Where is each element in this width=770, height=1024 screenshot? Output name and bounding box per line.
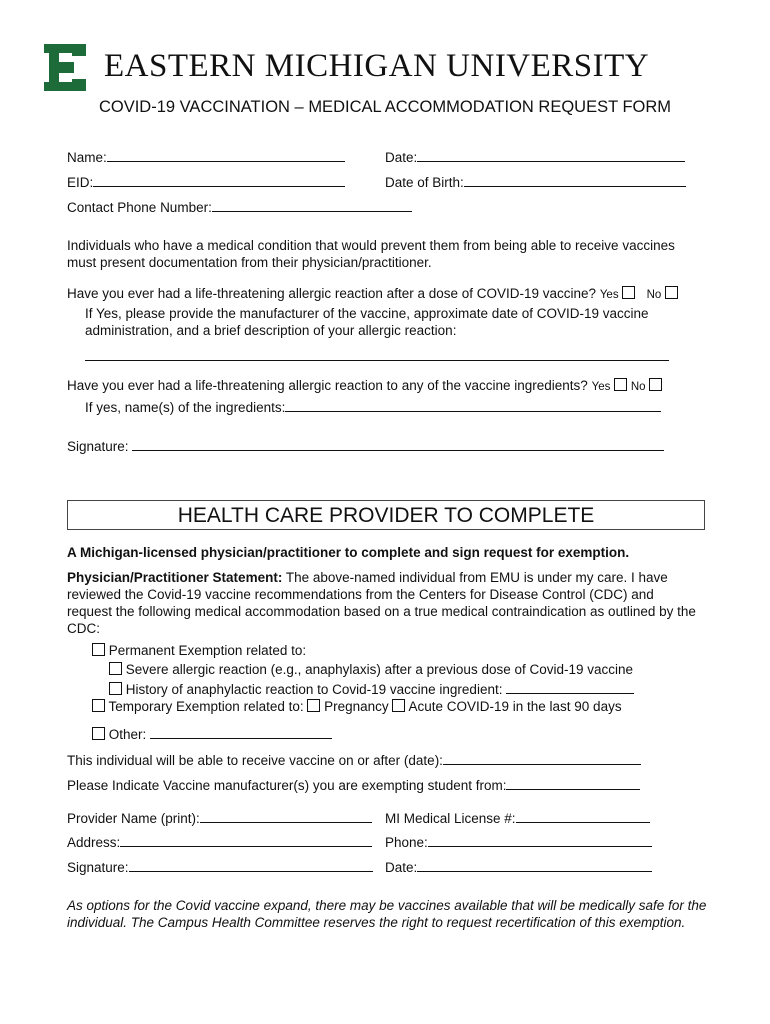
severe-checkbox[interactable] [109,662,122,675]
history-label: History of anaphylactic reaction to Covid-19 vaccine ingredient: [125,682,503,697]
permanent-checkbox[interactable] [92,643,105,656]
signature-line[interactable] [132,437,664,451]
license-label: MI Medical License #: [385,811,516,826]
provider-signature-field[interactable] [67,858,373,875]
history-checkbox[interactable] [109,682,122,695]
manufacturer-field[interactable] [67,776,640,793]
manufacturer-line[interactable] [506,776,640,790]
provider-name-line[interactable] [200,809,372,823]
temporary-label: Temporary Exemption related to: [108,699,304,714]
receive-date-label: This individual will be able to receive vaccine on or after (date): [67,753,443,768]
signature-label: Signature: [67,439,129,454]
q2-yes-label: Yes [591,381,611,393]
provider-phone-line[interactable] [428,833,652,847]
receive-date-field[interactable] [67,751,641,768]
pregnancy-checkbox[interactable] [307,699,320,712]
address-line[interactable] [120,833,372,847]
severe-option[interactable] [109,662,633,677]
statement-label: Physician/Practitioner Statement: [67,570,283,585]
permanent-label: Permanent Exemption related to: [108,643,307,658]
provider-signature-label: Signature: [67,860,129,875]
q1-answer-line[interactable] [85,347,669,361]
q1-no-label: No [646,289,662,301]
address-field[interactable] [67,833,372,850]
date-line[interactable] [417,148,685,162]
q2-followup: If yes, name(s) of the ingredients: [85,400,286,415]
q1-followup: If Yes, please provide the manufacturer of the vaccine, approximate date of COVID-19 vaccine administration, and a brief description of your allergic reaction: [85,306,649,338]
phone-line[interactable] [212,198,412,212]
intro-text: Individuals who have a medical condition that would prevent them from being able to receive vaccines must present documentation from their physician/practitioner. [67,238,675,270]
physician-statement [67,569,697,637]
other-label: Other: [108,727,147,742]
q1-row [67,286,678,301]
dob-label: Date of Birth: [385,175,464,190]
provider-signature-line[interactable] [129,858,373,872]
acute-checkbox[interactable] [392,699,405,712]
temporary-checkbox[interactable] [92,699,105,712]
phone-label: Contact Phone Number: [67,200,212,215]
q2-no-checkbox[interactable] [649,378,662,391]
licensed-note: A Michigan-licensed physician/practitioner to complete and sign request for exemption. [67,545,630,560]
receive-date-line[interactable] [443,751,641,765]
form-title: COVID-19 VACCINATION – MEDICAL ACCOMMODATION REQUEST FORM [98,98,672,116]
provider-date-label: Date: [385,860,418,875]
date-field[interactable] [385,148,685,165]
eid-field[interactable] [67,173,345,190]
eid-line[interactable] [93,173,345,187]
q1-question: Have you ever had a life-threatening allergic reaction after a dose of COVID-19 vaccine? [67,286,597,301]
name-line[interactable] [107,148,345,162]
history-option[interactable] [109,680,634,697]
university-name: EASTERN MICHIGAN UNIVERSITY [104,48,650,84]
name-label: Name: [67,150,107,165]
signature-field[interactable] [67,437,664,454]
manufacturer-label: Please Indicate Vaccine manufacturer(s) you are exempting student from: [67,778,507,793]
other-checkbox[interactable] [92,727,105,740]
provider-phone-field[interactable] [385,833,652,850]
provider-banner: HEALTH CARE PROVIDER TO COMPLETE [67,500,705,530]
provider-name-label: Provider Name (print): [67,811,200,826]
other-line[interactable] [150,725,332,739]
license-line[interactable] [516,809,650,823]
pregnancy-label: Pregnancy [324,699,389,714]
q2-followup-field[interactable] [85,398,661,415]
q2-no-label: No [630,381,646,393]
q2-yes-checkbox[interactable] [614,378,627,391]
q1-yes-label: Yes [599,289,619,301]
address-label: Address: [67,835,121,850]
dob-line[interactable] [464,173,686,187]
provider-name-field[interactable] [67,809,372,826]
footer-note: As options for the Covid vaccine expand, there may be vaccines available that will be medically safe for the individual. The Campus Health Committee reserves the right to request recertification of this exemption. [67,898,707,930]
name-field[interactable] [67,148,345,165]
q1-no-checkbox[interactable] [665,286,678,299]
provider-phone-label: Phone: [385,835,428,850]
severe-label: Severe allergic reaction (e.g., anaphylaxis) after a previous dose of Covid-19 vaccine [125,662,634,677]
q2-question: Have you ever had a life-threatening allergic reaction to any of the vaccine ingredients? [67,378,588,393]
provider-date-field[interactable] [385,858,652,875]
emu-e-logo-icon [44,44,86,91]
other-option[interactable] [92,725,332,742]
history-ingredient-line[interactable] [506,680,634,694]
permanent-option[interactable] [92,643,306,658]
temporary-option[interactable] [92,699,622,714]
q1-yes-checkbox[interactable] [622,286,635,299]
acute-label: Acute COVID-19 in the last 90 days [408,699,622,714]
q2-ingredients-line[interactable] [285,398,661,412]
eid-label: EID: [67,175,94,190]
phone-field[interactable] [67,198,412,215]
q2-row [67,378,662,393]
provider-date-line[interactable] [417,858,652,872]
license-field[interactable] [385,809,650,826]
date-label: Date: [385,150,418,165]
dob-field[interactable] [385,173,686,190]
statement-text: The above-named individual from EMU is under my care. I have reviewed the Covid-19 vaccine recommendations from the Centers for Disease Control (CDC) and request the following medical accommodation based on a true medical contraindication as outlined by the CDC: [67,570,696,636]
